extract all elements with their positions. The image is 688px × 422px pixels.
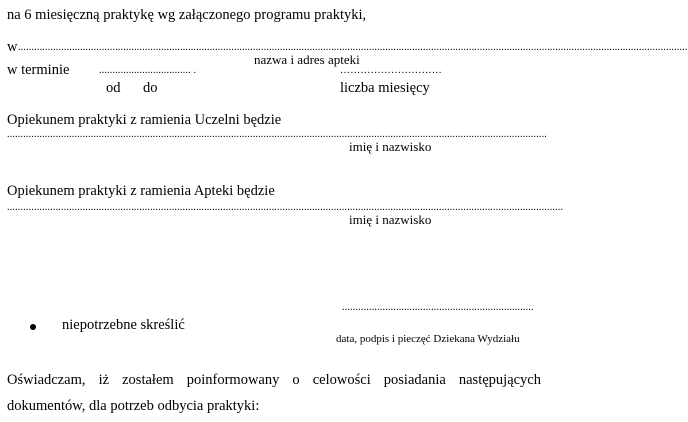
signature-caption: data, podpis i pieczęć Dziekana Wydziału bbox=[336, 333, 520, 345]
from-label: od bbox=[106, 80, 121, 96]
intro-line: na 6 miesięczną praktykę wg załączonego programu praktyki, bbox=[7, 7, 367, 23]
bullet-icon bbox=[30, 324, 36, 330]
term-dates-dotted-line: .................................. . bbox=[99, 65, 197, 76]
term-months-dotted-line: ………………………… bbox=[340, 65, 442, 76]
signature-dotted-line: ....................................................................... bbox=[342, 302, 534, 313]
pharmacy-name-dotted-line: ........................................................................................................................................................................................................................................................ bbox=[18, 42, 688, 53]
pharmacy-supervisor-text: Opiekunem praktyki z ramienia Apteki będzie bbox=[7, 183, 275, 199]
term-label: w terminie bbox=[7, 62, 70, 78]
university-supervisor-dotted-line: ........................................................................................................................................................................................................ bbox=[7, 129, 547, 140]
university-supervisor-text: Opiekunem praktyki z ramienia Uczelni będzie bbox=[7, 112, 282, 128]
pharmacy-supervisor-dotted-line: .............................................................................................................................................................................................................. bbox=[7, 202, 564, 213]
strike-out-note: niepotrzebne skreślić bbox=[62, 317, 185, 333]
pharmacy-name-caption: nazwa i adres apteki bbox=[254, 52, 360, 67]
university-supervisor-caption: imię i nazwisko bbox=[349, 139, 432, 154]
declaration-paragraph: Oświadczam, iż zostałem poinformowany o celowości posiadania następujących dokumentów, dla potrzeb odbycia praktyki: bbox=[7, 372, 541, 414]
pharmacy-supervisor-caption: imię i nazwisko bbox=[349, 212, 432, 227]
w-label: w bbox=[7, 39, 18, 55]
to-label: do bbox=[143, 80, 158, 96]
months-count-label: liczba miesięcy bbox=[340, 80, 430, 96]
